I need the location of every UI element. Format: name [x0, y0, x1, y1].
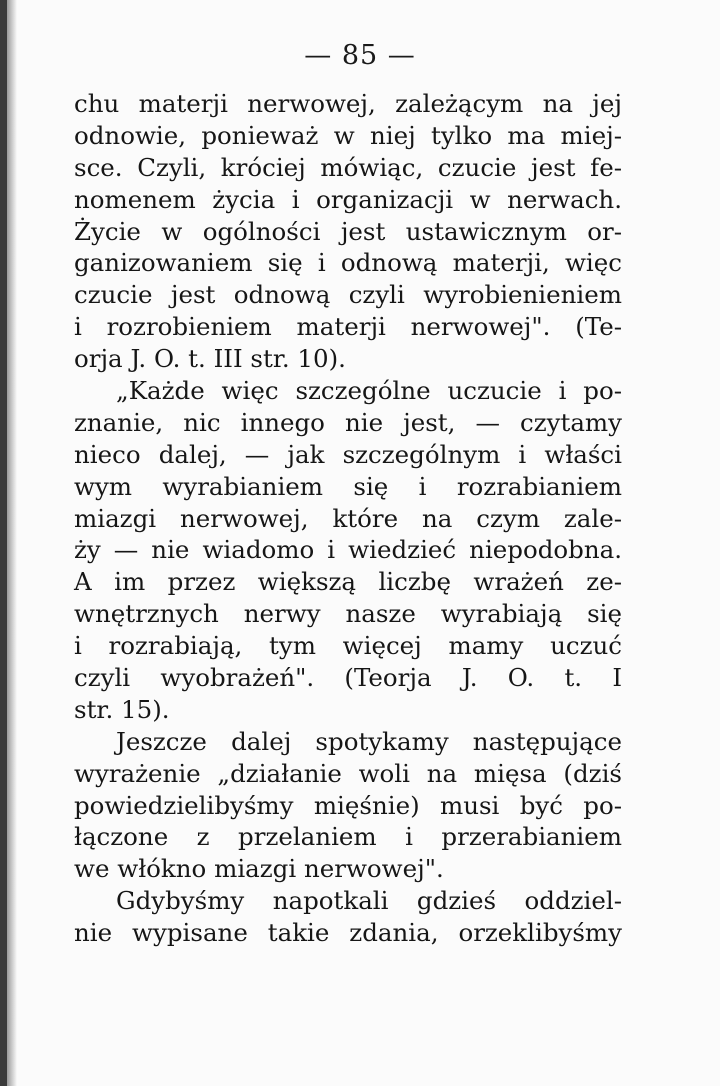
binding-shadow — [7, 0, 17, 1086]
text-line: orja J. O. t. III str. 10). — [74, 344, 346, 374]
text-line: we włókno miazgi nerwowej". — [74, 854, 444, 884]
text-line: chu materji nerwowej, zależącym na jej — [74, 89, 622, 118]
text-line: miazgi nerwowej, które na czym zale- — [74, 503, 622, 533]
text-line: Jeszcze dalej spotykamy następujące — [116, 726, 622, 756]
body-text — [74, 88, 622, 949]
text-line: wym wyrabianiem się i rozrabianiem — [74, 471, 622, 501]
page-binding-edge — [0, 0, 7, 1086]
text-line: nieco dalej, — jak szczególnym i właści — [74, 439, 622, 469]
text-line: A im przez większą liczbę wrażeń ze- — [74, 567, 622, 597]
page-number: — 85 — — [304, 40, 416, 71]
text-line: sce. Czyli, króciej mówiąc, czucie jest fe- — [74, 152, 622, 182]
text-line: czucie jest odnową czyli wyrobienieniem — [74, 280, 622, 310]
text-line: i rozrabiają, tym więcej mamy uczuć — [74, 631, 622, 661]
text-line: „Każde więc szczególne uczucie i po- — [116, 376, 622, 406]
text-line: czyli wyobrażeń". (Teorja J. O. t. I — [74, 663, 622, 693]
text-line: ganizowaniem się i odnową materji, więc — [74, 248, 622, 278]
text-line: nomenem życia i organizacji w nerwach. — [74, 184, 622, 214]
text-line: odnowie, ponieważ w niej tylko ma miej- — [74, 120, 622, 150]
text-line: Gdybyśmy napotkali gdzieś oddziel- — [116, 886, 622, 916]
text-line: znanie, nic innego nie jest, — czytamy — [74, 407, 622, 437]
text-line: Życie w ogólności jest ustawicznym or- — [74, 216, 622, 246]
text-line: powiedzielibyśmy mięśnie) musi być po- — [74, 790, 622, 820]
text-line: nie wypisane takie zdania, orzeklibyśmy — [74, 918, 622, 948]
text-line: łączone z przelaniem i przerabianiem — [74, 822, 622, 852]
text-line: i rozrobieniem materji nerwowej". (Te- — [74, 312, 622, 342]
text-line: wnętrznych nerwy nasze wyrabiają się — [74, 599, 622, 629]
text-line: ży — nie wiadomo i wiedzieć niepodobna. — [74, 535, 622, 565]
text-line: wyrażenie „działanie woli na mięsa (dziś — [74, 758, 622, 788]
text-line: str. 15). — [74, 694, 170, 724]
